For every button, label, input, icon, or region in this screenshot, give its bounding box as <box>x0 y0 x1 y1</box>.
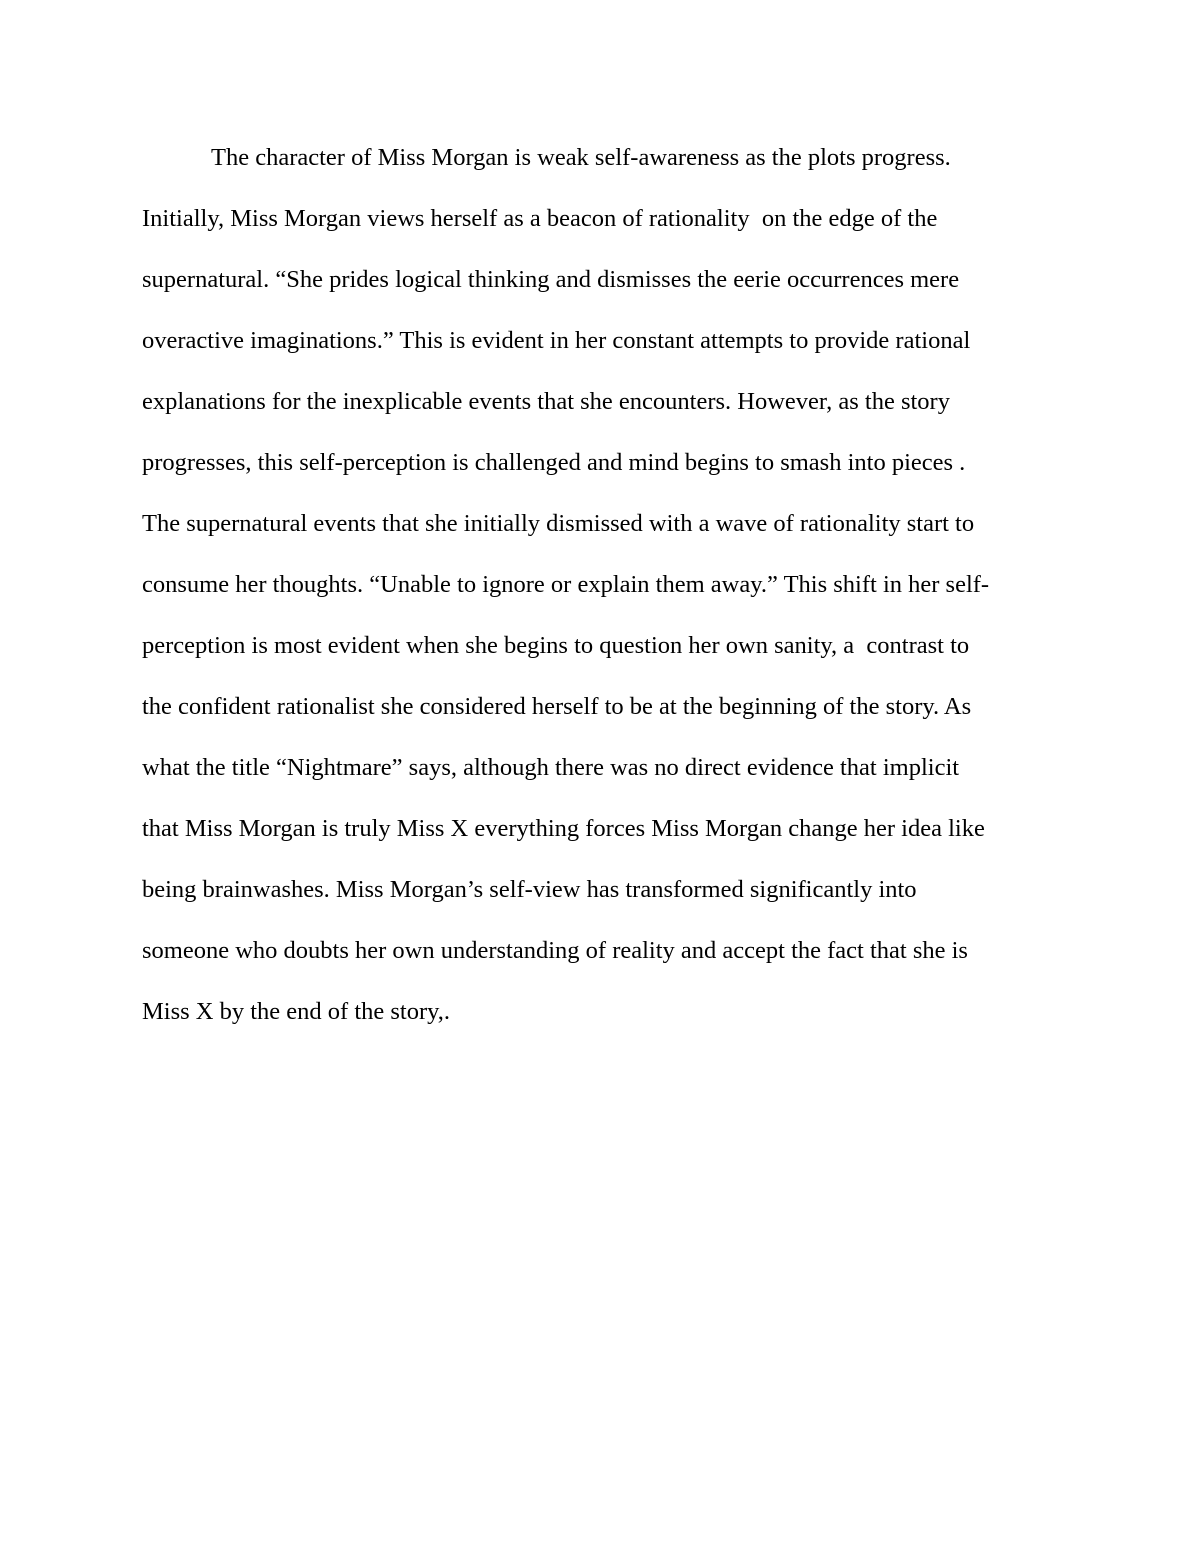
paragraph-line: consume her thoughts. “Unable to ignore or explain them away.” This shift in her self- <box>142 571 990 598</box>
paragraph-line: Initially, Miss Morgan views herself as a beacon of rationality on the edge of the <box>142 205 938 232</box>
body-paragraph <box>142 140 1082 1055</box>
paragraph-line: the confident rationalist she considered herself to be at the beginning of the story. As <box>142 693 972 720</box>
paragraph-line: perception is most evident when she begins to question her own sanity, a contrast to <box>142 632 970 659</box>
paragraph-line: Miss X by the end of the story,. <box>142 998 451 1025</box>
paragraph-line: explanations for the inexplicable events that she encounters. However, as the story <box>142 388 950 415</box>
paragraph-line: overactive imaginations.” This is evident in her constant attempts to provide rational <box>142 327 971 354</box>
paragraph-line: The character of Miss Morgan is weak self-awareness as the plots progress. <box>211 144 951 171</box>
paragraph-line: The supernatural events that she initially dismissed with a wave of rationality start to <box>142 510 975 537</box>
paragraph-line: being brainwashes. Miss Morgan’s self-view has transformed significantly into <box>142 876 917 903</box>
paragraph-line: what the title “Nightmare” says, although there was no direct evidence that implicit <box>142 754 960 781</box>
paragraph-line: progresses, this self-perception is challenged and mind begins to smash into pieces . <box>142 449 966 476</box>
paragraph-line: someone who doubts her own understanding of reality and accept the fact that she is <box>142 937 968 964</box>
paragraph-line: supernatural. “She prides logical thinking and dismisses the eerie occurrences mere <box>142 266 960 293</box>
paragraph-line: that Miss Morgan is truly Miss X everything forces Miss Morgan change her idea like <box>142 815 985 842</box>
